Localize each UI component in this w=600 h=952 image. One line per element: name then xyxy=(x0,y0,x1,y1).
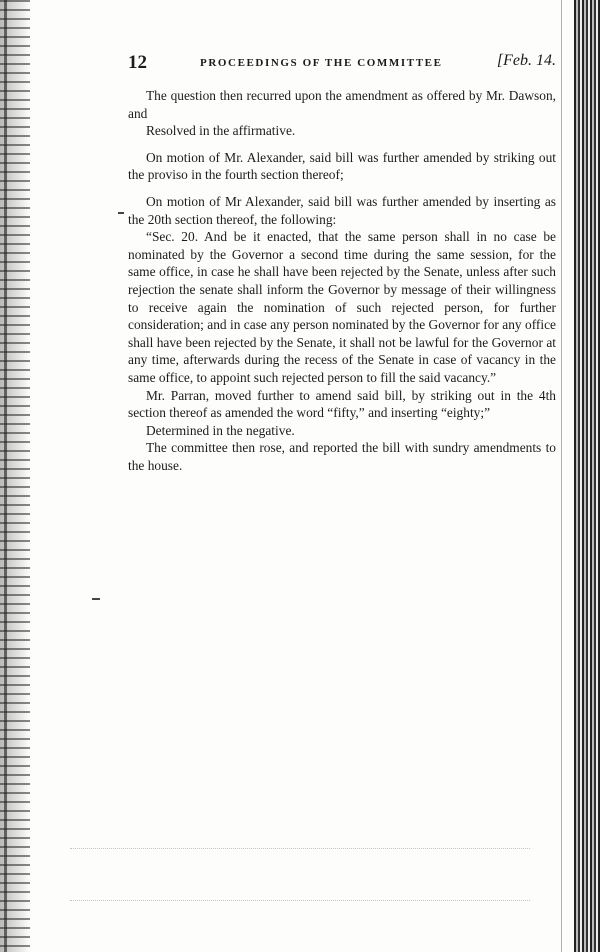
scan-binding-left xyxy=(0,0,30,952)
page-header xyxy=(128,52,556,76)
body-text xyxy=(128,87,556,474)
paragraph: “Sec. 20. And be it enacted, that the same person shall in no case be nominated by the Governor a second time during the same session, for the same office, in case he shall have been rejected by the Senate, unless after such rejection the senate shall inform the Governor by message of their willingness to receive again the nomination of such rejected person, for further consideration; and in case any person nominated by the Governor for any office shall have been rejected by the Senate, it shall not be lawful for the Governor at any time, afterwards during the recess of the Senate in case of vacancy in the same office, to appoint such rejected person to fill the said vacancy.” xyxy=(128,229,556,385)
paragraph: Determined in the negative. xyxy=(146,422,295,438)
paragraph: Resolved in the affirmative. xyxy=(146,123,296,139)
paragraph: The question then recurred upon the amendment as offered by Mr. Dawson, and xyxy=(128,88,556,121)
paragraph: Mr. Parran, moved further to amend said bill, by striking out in the 4th section thereof as amended the word “fifty,” and inserting “eighty;” xyxy=(128,387,556,421)
running-date: [Feb. 14. xyxy=(496,52,556,69)
scan-dotted-rule xyxy=(70,848,530,849)
paragraph: On motion of Mr. Alexander, said bill was further amended by striking out the proviso in the fourth section thereof; xyxy=(128,149,556,183)
scan-dotted-rule xyxy=(70,900,530,901)
paragraph: On motion of Mr Alexander, said bill was further amended by inserting as the 20th section thereof, the following: xyxy=(128,193,556,227)
scan-speck xyxy=(118,212,124,214)
scan-binding-right xyxy=(574,0,600,952)
page-number: 12 xyxy=(128,52,147,73)
running-head: PROCEEDINGS OF THE COMMITTEE xyxy=(200,57,443,69)
paragraph: The committee then rose, and reported the bill with sundry amendments to the house. xyxy=(128,440,556,473)
scan-edge-line xyxy=(561,0,562,952)
scan-speck xyxy=(92,598,100,600)
